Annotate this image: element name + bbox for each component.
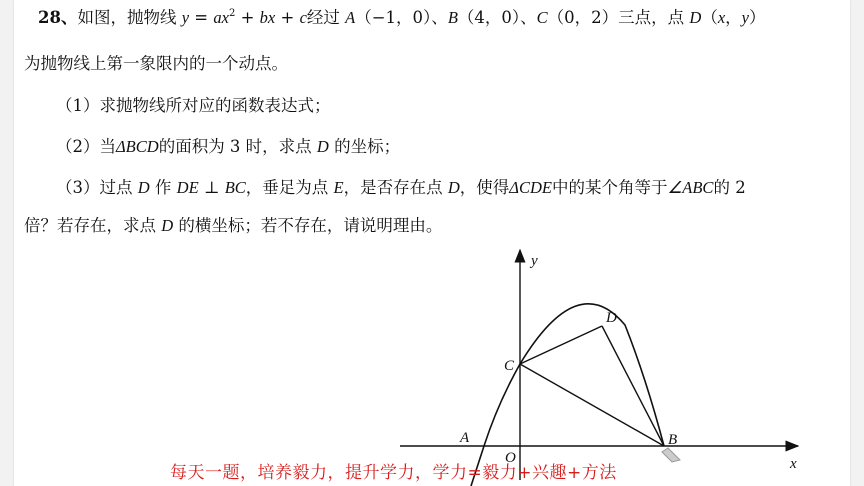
eq-b: b xyxy=(259,8,268,27)
promo-caption: 每天一题，培养毅力，提升学力，学力=毅力+兴趣+方法 xyxy=(170,463,617,483)
q3-text-e: ，使得 xyxy=(459,178,510,197)
point-a-name: A xyxy=(345,8,356,27)
intro-text-a: 如图，抛物线 xyxy=(77,8,182,27)
q3-text-a: （3）过点 xyxy=(56,178,138,197)
q3-text-d: ，是否存在点 xyxy=(343,178,448,197)
q3-angle: ∠ABC xyxy=(667,178,714,197)
q3-last-text-a: 倍？若存在，求点 xyxy=(24,216,162,235)
point-d-open: （ xyxy=(701,8,718,27)
q3-segment-de: DE xyxy=(176,178,199,197)
q3-text-b: 作 xyxy=(149,178,177,197)
eq-c: c xyxy=(299,8,307,27)
label-point-c: C xyxy=(504,358,515,374)
label-point-a: A xyxy=(460,430,470,446)
label-point-b: B xyxy=(668,432,678,448)
eq-plus-2: + xyxy=(275,8,300,27)
eq-plus-1: + xyxy=(235,8,260,27)
q3-triangle: ΔCDE xyxy=(509,178,552,197)
q3-last-point-d: D xyxy=(161,216,174,235)
q3-text-f: 中的某个角等于 xyxy=(551,178,668,197)
problem-number: 28、 xyxy=(38,8,78,27)
q3-last-text-b: 的横坐标；若不存在，请说明理由。 xyxy=(173,216,443,235)
point-c-coord: （0，2）三点，点 xyxy=(547,8,690,27)
q2-point-d: D xyxy=(316,137,329,156)
label-point-d: D xyxy=(606,310,617,326)
eq-a: a xyxy=(213,8,222,27)
label-origin: O xyxy=(505,450,516,466)
pencil-cursor-icon xyxy=(662,448,680,462)
q3-point-d: D xyxy=(137,178,150,197)
point-d-name: D xyxy=(689,8,702,27)
q2-text-b: 的面积为 3 时，求点 xyxy=(158,137,317,156)
point-a-coord: （−1，0）、 xyxy=(355,8,448,27)
q2-triangle: ΔBCD xyxy=(116,137,159,156)
label-axis-x: x xyxy=(790,456,797,472)
question-1: （1）求抛物线所对应的函数表达式； xyxy=(56,96,331,115)
q2-text-c: 的坐标； xyxy=(328,137,401,156)
intro-text-b: 经过 xyxy=(306,8,346,27)
q3-text-g: 的 2 xyxy=(713,178,746,197)
eq-x1: x xyxy=(221,8,229,27)
point-b-coord: （4，0）、 xyxy=(457,8,537,27)
point-d-y: y xyxy=(741,8,749,27)
q3-point-d2: D xyxy=(447,178,460,197)
q3-perp: ⊥ xyxy=(198,178,225,197)
point-d-comma: ， xyxy=(725,8,742,27)
q3-segment-bc: BC xyxy=(224,178,246,197)
problem-line-2: 为抛物线上第一象限内的一个动点。 xyxy=(24,54,288,73)
q3-point-e: E xyxy=(333,178,344,197)
label-axis-y: y xyxy=(531,253,538,269)
point-c-name: C xyxy=(536,8,548,27)
eq-y: y xyxy=(181,8,190,27)
eq-equals: = xyxy=(189,8,214,27)
eq-x2: x xyxy=(267,8,276,27)
point-d-close: ） xyxy=(749,8,766,27)
q2-text-a: （2）当 xyxy=(56,137,116,156)
eq-exponent: 2 xyxy=(228,8,236,19)
point-d-x: x xyxy=(717,8,726,27)
point-b-name: B xyxy=(447,8,458,27)
q3-text-c: ，垂足为点 xyxy=(245,178,334,197)
